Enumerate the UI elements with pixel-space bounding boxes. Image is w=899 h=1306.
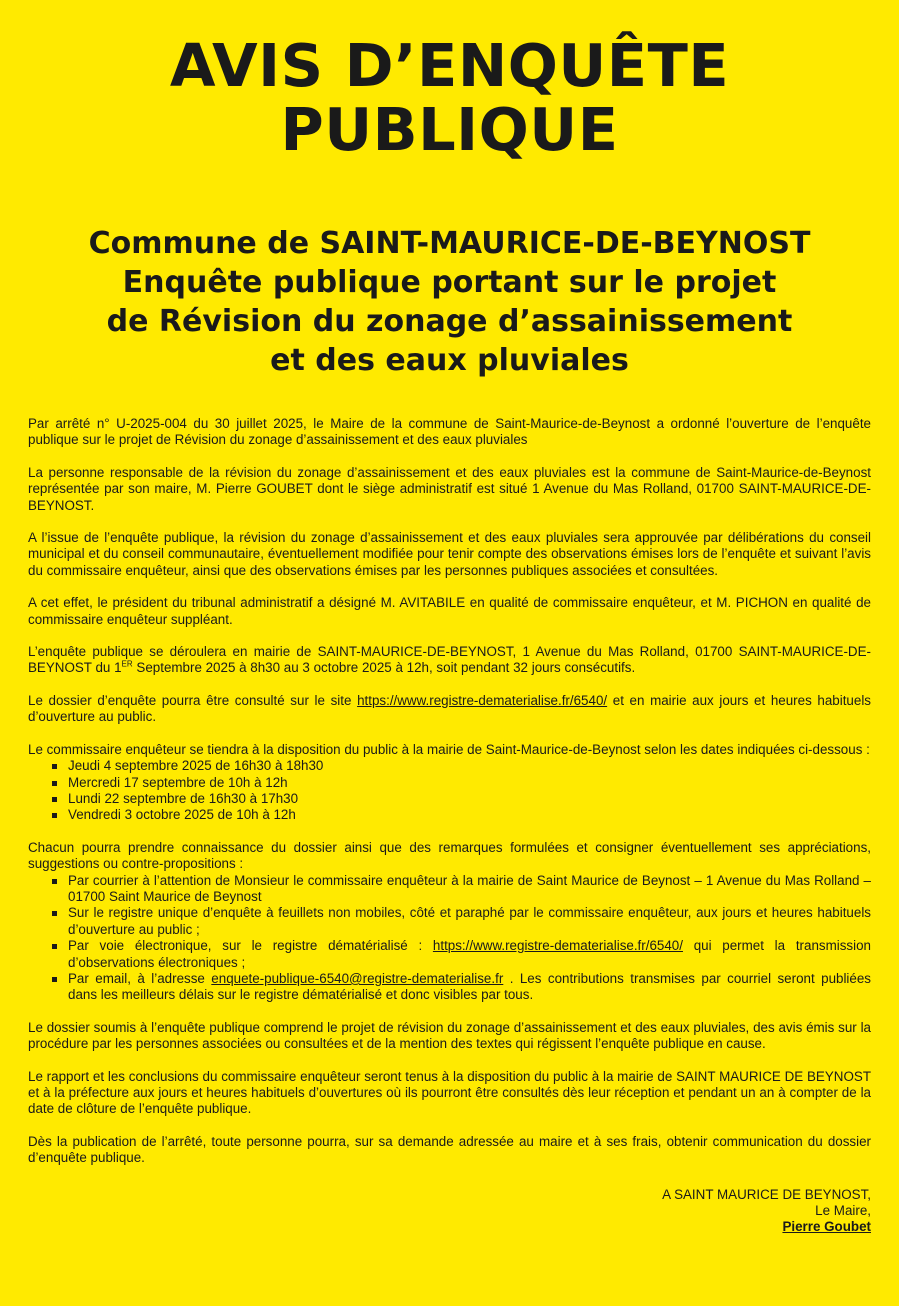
email-text-1: Par email, à l’adresse [68,970,212,986]
consultation-text-1: Le dossier d’enquête pourra être consulté sur le site [28,692,358,708]
notice-page [0,31,899,1306]
signature-block [28,1187,871,1236]
signature-place: A SAINT MAURICE DE BEYNOST, [662,1186,871,1202]
title-line-1: AVIS D’ENQUÊTE [169,31,730,100]
registre-dematerialise-link[interactable]: https://www.registre-dematerialise.fr/6540/ [432,938,683,954]
permanences-list [28,758,871,824]
paragraph-responsable: La personne responsable de la révision du zonage d’assainissement et des eaux pluviales est la commune de Saint-Maurice-de-Beynost représentée par son maire, M. Pierre GOUBET dont le siège administratif est situé 1 Avenue du Mas Rolland, 01700 SAINT-MAURICE-DE-BEYNOST. [28,464,871,513]
notice-subtitle [28,224,871,380]
electronique-text-1: Par voie électronique, sur le registre dématérialisé : [68,938,433,954]
dates-enquete-text-1: L’enquête publique se déroulera en mairie de SAINT-MAURICE-DE-BEYNOST, 1 Avenue du Mas Rolland, 01700 SAINT-MAURICE-DE-BEYNOST du 1 [28,644,871,676]
title-line-2: PUBLIQUE [280,95,619,164]
subtitle-line-4: et des eaux pluviales [270,343,629,378]
paragraph-arrete: Par arrêté n° U-2025-004 du 30 juillet 2025, le Maire de la commune de Saint-Maurice-de-Beynost a ordonné l’ouverture de l’enquête publique sur le projet de Révision du zonage d’assainissement et des eaux pluviales [28,416,871,448]
observations-block [28,840,871,1004]
subtitle-line-1: Commune de SAINT-MAURICE-DE-BEYNOST [88,226,811,261]
email-link[interactable]: enquete-publique-6540@registre-dematerialise.fr [211,970,504,986]
notice-body [28,416,871,1167]
notice-title [28,31,871,164]
electronique-text-2: qui permet la transmission d’observations électroniques ; [68,938,871,970]
signature-role: Le Maire, [815,1203,871,1219]
subtitle-line-3: de Révision du zonage d’assainissement [106,304,793,339]
paragraph-commissaire: A cet effet, le président du tribunal administratif a désigné M. AVITABILE en qualité de commissaire enquêteur, et M. PICHON en qualité de commissaire enquêteur suppléant. [28,595,871,627]
permanences-block [28,742,871,824]
consultation-text-2: et en mairie aux jours et heures habituels d’ouverture au public. [28,692,871,725]
paragraph-consultation [28,693,871,726]
list-item: Lundi 22 septembre de 16h30 à 17h30 [68,791,871,807]
list-item-registre: Sur le registre unique d’enquête à feuillets non mobiles, côté et paraphé par le commissaire enquêteur, aux jours et heures habituels d’ouverture au public ; [68,905,871,937]
list-item-courrier: Par courrier à l’attention de Monsieur le commissaire enquêteur à la mairie de Saint Maurice de Beynost – 1 Avenue du Mas Rolland – 01700 Saint Maurice de Beynost [68,872,871,904]
registre-link[interactable]: https://www.registre-dematerialise.fr/6540/ [357,692,608,708]
paragraph-dossier: Le dossier soumis à l’enquête publique comprend le projet de révision du zonage d’assainissement et des eaux pluviales, des avis émis sur la procédure par les personnes associées ou consultées et de la mention des textes qui régissent l’enquête publique en cause. [28,1019,871,1052]
signature-name: Pierre Goubet [782,1219,871,1235]
observations-list [28,873,871,1004]
list-item: Vendredi 3 octobre 2025 de 10h à 12h [68,807,871,823]
paragraph-approbation: A l’issue de l’enquête publique, la révision du zonage d’assainissement et des eaux pluviales sera approuvée par délibérations du conseil municipal et du conseil communautaire, éventuellement modifiée pour tenir compte des observations émises lors de l’enquête et suivant l’avis du commissaire enquêteur, ainsi que des observations émises par les personnes publiques associées et consultées. [28,530,871,578]
paragraph-permanences: Le commissaire enquêteur se tiendra à la disposition du public à la mairie de Saint-Maurice-de-Beynost selon les dates indiquées ci-dessous : [28,741,870,757]
paragraph-observations: Chacun pourra prendre connaissance du dossier ainsi que des remarques formulées et consigner éventuellement ses appréciations, suggestions ou contre-propositions : [28,839,871,872]
paragraph-communication: Dès la publication de l’arrêté, toute personne pourra, sur sa demande adressée au maire et à ses frais, obtenir communication du dossier d’enquête publique. [28,1133,871,1166]
list-item: Mercredi 17 septembre de 10h à 12h [68,775,871,791]
paragraph-dates-enquete [28,644,871,677]
subtitle-line-2: Enquête publique portant sur le projet [122,265,777,300]
paragraph-rapport: Le rapport et les conclusions du commissaire enquêteur seront tenus à la disposition du public à la mairie de SAINT MAURICE DE BEYNOST et à la préfecture aux jours et heures habituels d’ouvertures où ils pourront être consultés dès leur réception et pendant un an à compter de la date de clôture de l’enquête publique. [28,1068,871,1117]
list-item-electronique [68,938,871,971]
list-item-email [68,971,871,1004]
dates-enquete-text-2: Septembre 2025 à 8h30 au 3 octobre 2025 à 12h, soit pendant 32 jours consécutifs. [132,660,636,676]
dates-enquete-superscript: ER [121,660,133,669]
email-text-2: . Les contributions transmises par courriel seront publiées dans les meilleurs délais sur le registre dématérialisé et donc visibles par tous. [68,970,872,1003]
list-item: Jeudi 4 septembre 2025 de 16h30 à 18h30 [68,758,871,774]
